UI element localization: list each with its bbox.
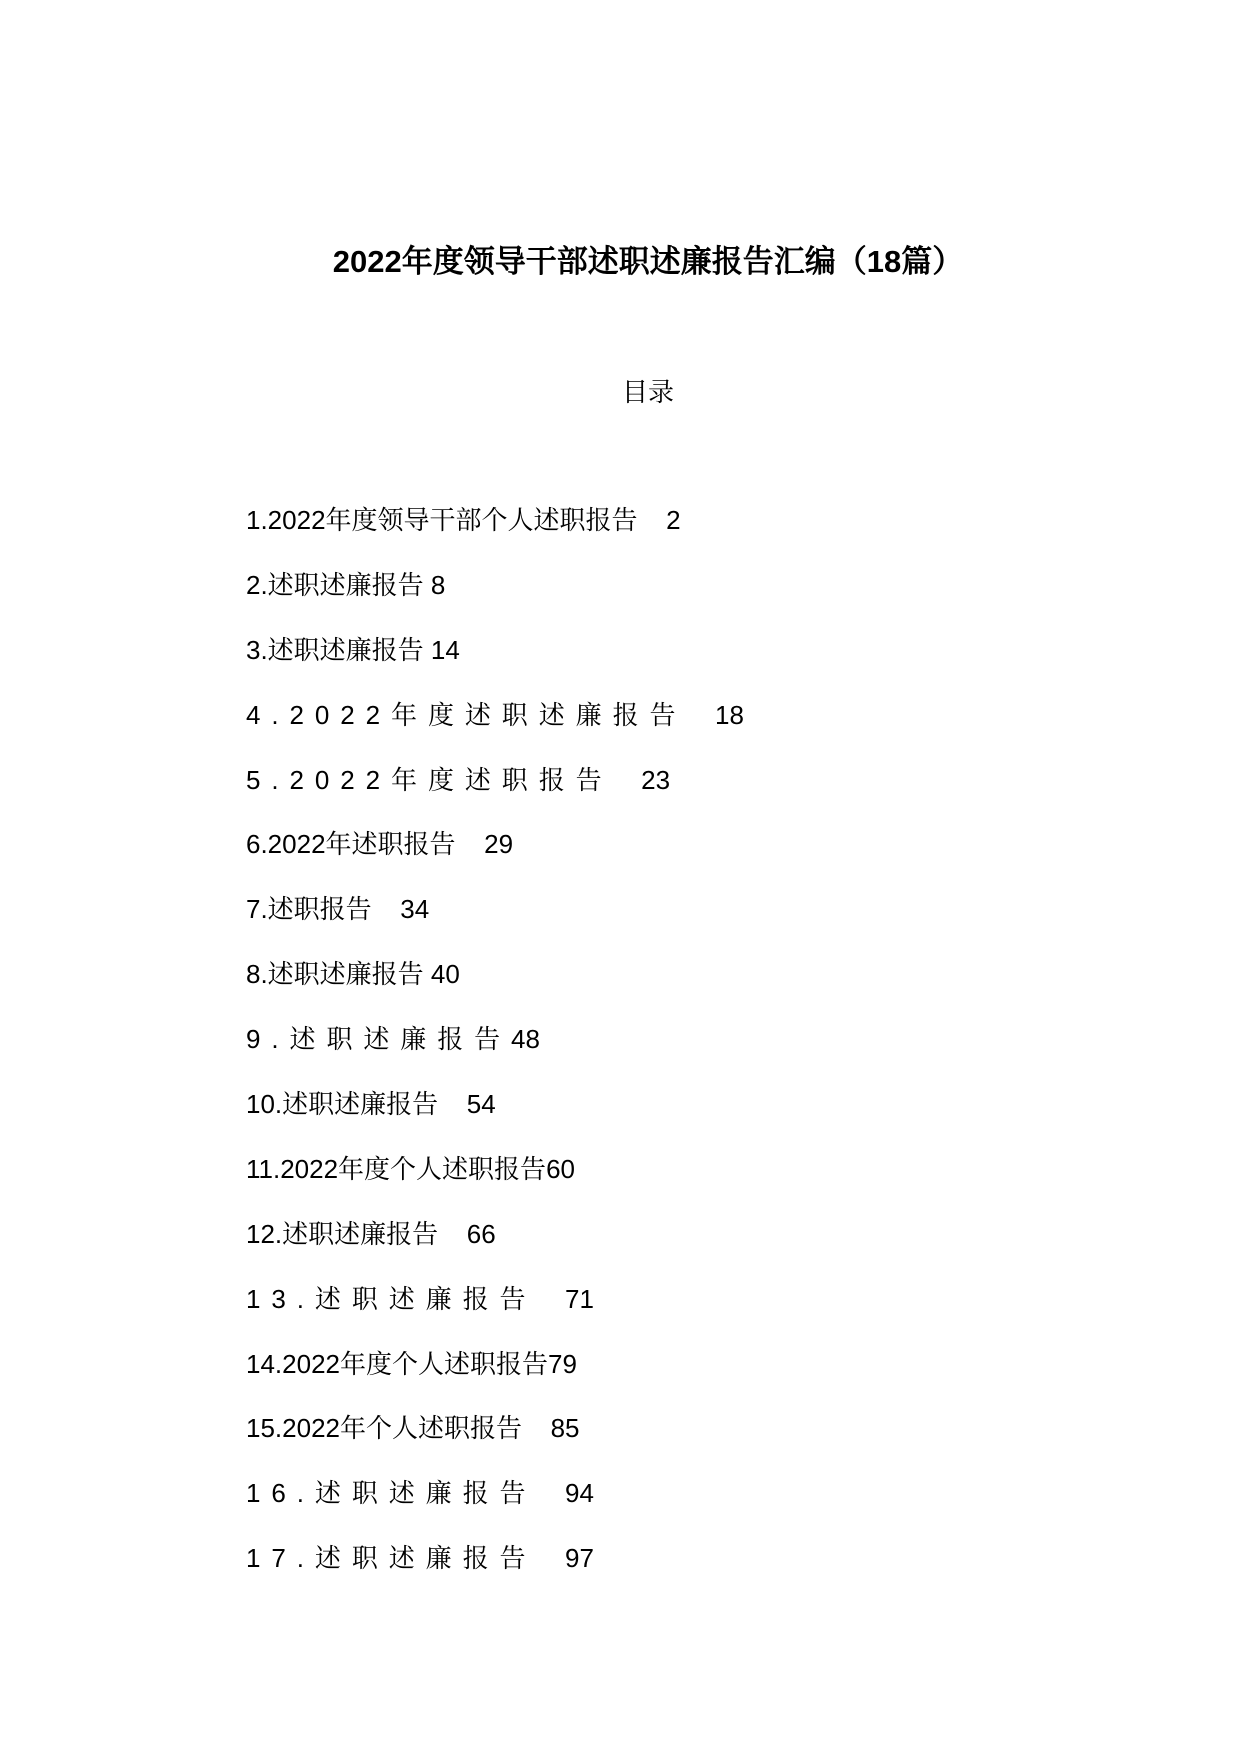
toc-entry[interactable] [246, 824, 744, 889]
toc-entry-label: 17.述职述廉报告 [246, 1543, 537, 1574]
toc-entry-label: 3.述职述廉报告 [246, 634, 424, 665]
toc-entry-page: 60 [546, 1153, 575, 1184]
toc-entry-label: 2.述职述廉报告 [246, 569, 424, 600]
toc-entry-page: 18 [715, 699, 744, 730]
toc-heading: 目录 [621, 377, 674, 407]
toc-entry-label: 6.2022年述职报告 [246, 829, 456, 860]
toc-entry[interactable] [246, 760, 744, 825]
toc-entry-page: 14 [430, 634, 460, 665]
toc-entry-label: 14.2022年度个人述职报告 [246, 1348, 548, 1379]
toc-entry[interactable] [246, 889, 744, 954]
toc-entry[interactable] [246, 1344, 744, 1409]
toc-entry-page: 2 [666, 505, 681, 535]
toc-entry-page: 8 [430, 569, 446, 600]
toc-entry-page: 34 [400, 894, 430, 925]
toc-entry-page: 94 [565, 1478, 594, 1509]
document-title: 2022年度领导干部述职述廉报告汇编（18篇） [332, 244, 964, 279]
toc-entry-label: 11.2022年度个人述职报告 [246, 1153, 547, 1184]
toc-entry-page: 23 [641, 764, 671, 795]
toc-entry[interactable] [246, 695, 744, 760]
toc-entry-page: 71 [565, 1283, 594, 1314]
toc-entry-label: 15.2022年个人述职报告 [246, 1413, 522, 1444]
toc-entry-label: 12.述职述廉报告 [246, 1218, 439, 1249]
toc-entry[interactable] [246, 1214, 744, 1279]
toc-entry[interactable] [246, 1538, 744, 1603]
toc-entry-label: 5.2022年度述职报告 [246, 764, 613, 795]
toc-entry-page: 79 [547, 1348, 577, 1379]
toc-entry[interactable] [246, 1473, 744, 1538]
toc-entry[interactable] [246, 565, 744, 630]
toc-entry-label: 4.2022年度述职述廉报告 [246, 699, 687, 730]
table-of-contents [246, 500, 744, 1603]
toc-entry[interactable] [246, 1084, 744, 1149]
toc-entry-label: 10.述职述廉报告 [246, 1089, 439, 1120]
toc-entry-page: 40 [430, 959, 460, 990]
toc-entry-page: 29 [484, 829, 514, 860]
toc-entry[interactable] [246, 500, 744, 565]
toc-entry-page: 85 [550, 1413, 580, 1444]
toc-entry-label: 1.2022年度领导干部个人述职报告 [246, 505, 638, 535]
toc-entry-page: 97 [565, 1543, 594, 1574]
toc-entry-label: 9.述职述廉报告 [246, 1024, 512, 1055]
toc-entry[interactable] [246, 1408, 744, 1473]
toc-entry[interactable] [246, 954, 744, 1019]
toc-entry-label: 7.述职报告 [246, 894, 372, 925]
toc-entry[interactable] [246, 630, 744, 695]
toc-entry-page: 54 [466, 1089, 496, 1120]
toc-entry-label: 13.述职述廉报告 [246, 1283, 537, 1314]
toc-entry-page: 48 [511, 1024, 540, 1055]
toc-entry-label: 8.述职述廉报告 [246, 959, 424, 990]
toc-entry-label: 16.述职述廉报告 [246, 1478, 537, 1509]
toc-entry-page: 66 [466, 1218, 496, 1249]
toc-entry[interactable] [246, 1019, 744, 1084]
toc-entry[interactable] [246, 1149, 744, 1214]
toc-entry[interactable] [246, 1279, 744, 1344]
